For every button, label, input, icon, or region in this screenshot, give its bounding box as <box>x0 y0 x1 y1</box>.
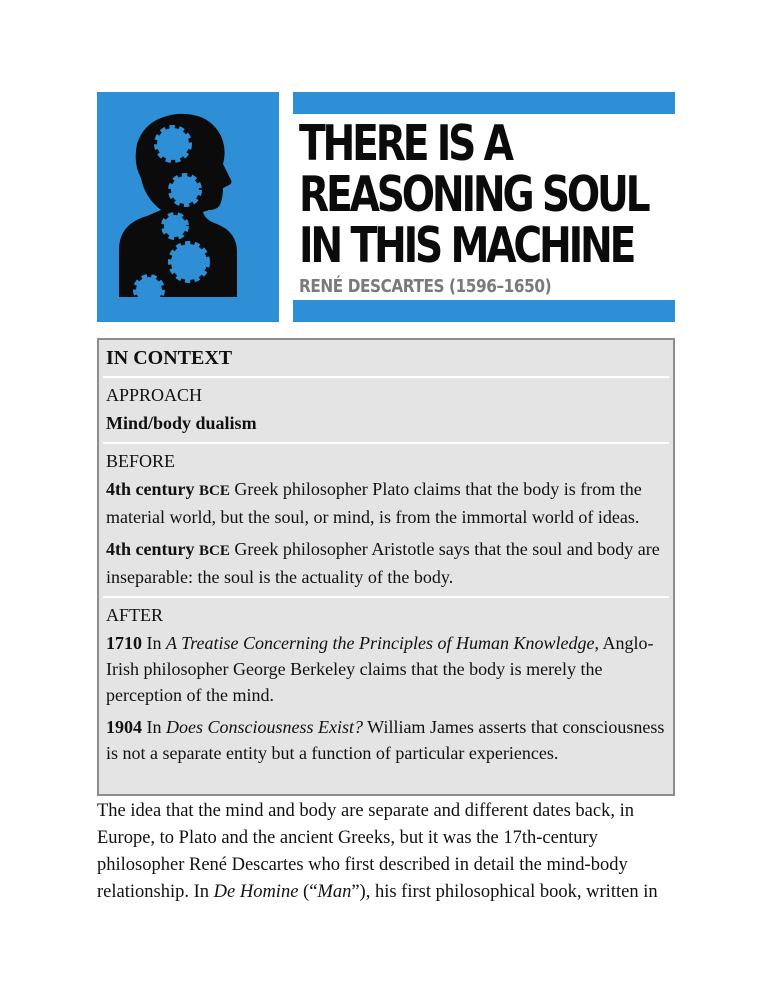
after-entry <box>106 714 666 766</box>
body-text-part: ”), his first philosophical book, written in <box>351 882 658 902</box>
bottom-stripe <box>293 300 675 322</box>
entry-text: Greek philosopher Plato claims that the body is from the material world, but the soul, or mind, is from the immortal world of ideas. <box>106 479 642 527</box>
approach-value: Mind/body dualism <box>106 413 257 433</box>
head-with-gears-icon <box>97 92 279 322</box>
body-paragraph <box>97 798 677 906</box>
body-text-part: The idea that the mind and body are separate and different dates back, in Europe, to Plato and the ancient Greeks, but it was the 17th-century philosopher René Descartes who first described in detail the mind-body relationship. In <box>97 801 634 902</box>
work-title: De Homine <box>213 882 299 902</box>
entry-pre: In <box>142 717 166 737</box>
entry-pre: In <box>142 633 166 653</box>
entry-era: BCE <box>199 543 230 559</box>
entry-text: , Anglo-Irish philosopher George Berkeley claims that the body is merely the perception of the mind. <box>106 633 654 705</box>
entry-date: 1904 <box>106 717 142 737</box>
top-stripe <box>293 92 675 114</box>
entry-date: 4th century <box>106 539 195 559</box>
icon-panel <box>97 92 279 322</box>
in-context-box <box>97 338 675 796</box>
before-entry <box>106 476 666 530</box>
title-panel <box>293 92 675 322</box>
approach-label: APPROACH <box>106 385 203 405</box>
entry-work-title: A Treatise Concerning the Principles of Human Knowledge <box>166 633 595 653</box>
title-line-3: IN THIS MACHINE <box>299 217 634 274</box>
entry-date: 4th century <box>106 479 195 499</box>
title-line-2: REASONING SOUL <box>299 166 648 223</box>
body-text-part: (“ <box>298 882 318 902</box>
author-line: RENÉ DESCARTES (1596–1650) <box>299 276 552 297</box>
chapter-banner <box>97 92 675 322</box>
translated-title: Man <box>317 882 352 902</box>
entry-era: BCE <box>199 483 230 499</box>
entry-work-title: Does Consciousness Exist? <box>166 717 363 737</box>
entry-text: Greek philosopher Aristotle says that the soul and body are inseparable: the soul is the actuality of the body. <box>106 539 660 587</box>
entry-date: 1710 <box>106 633 142 653</box>
after-entry <box>106 630 666 708</box>
after-label: AFTER <box>106 605 164 625</box>
before-label: BEFORE <box>106 451 176 471</box>
chapter-title <box>299 115 648 274</box>
before-entry <box>106 536 666 590</box>
entry-text: William James asserts that consciousness is not a separate entity but a function of particular experiences. <box>106 717 665 763</box>
title-line-1: THERE IS A <box>299 115 511 172</box>
in-context-heading: IN CONTEXT <box>106 347 233 369</box>
